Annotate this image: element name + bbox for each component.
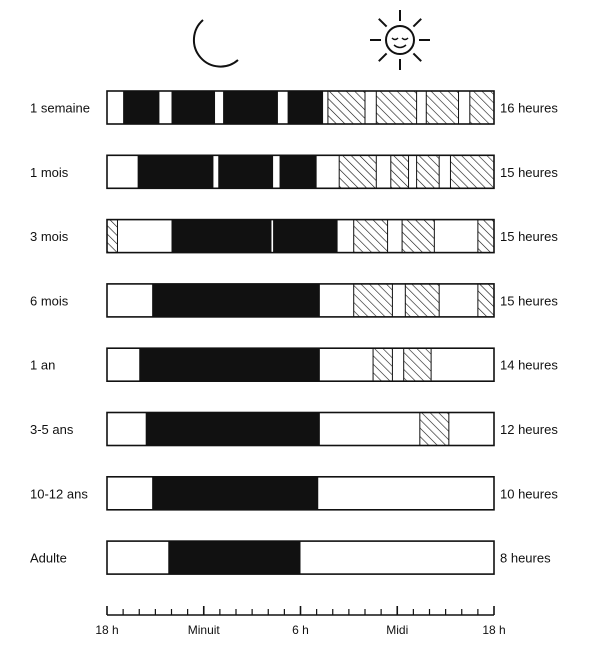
night-sleep-segment: [139, 348, 320, 381]
day-nap-segment: [470, 91, 494, 124]
night-sleep-segment: [152, 477, 318, 510]
age-row: [30, 91, 558, 124]
night-sleep-segment: [288, 91, 323, 124]
row-label: Adulte: [30, 550, 67, 566]
day-nap-segment: [426, 91, 458, 124]
day-nap-segment: [405, 284, 439, 317]
day-nap-segment: [373, 348, 392, 381]
night-sleep-segment: [172, 220, 272, 253]
row-label: 6 mois: [30, 293, 69, 309]
day-nap-segment: [417, 155, 440, 188]
night-sleep-segment: [146, 413, 320, 446]
row-label: 3 mois: [30, 229, 69, 245]
night-sleep-segment: [218, 155, 273, 188]
x-tick-label: Minuit: [187, 623, 220, 637]
age-row: [30, 284, 558, 317]
day-nap-segment: [107, 220, 117, 253]
day-nap-segment: [328, 91, 365, 124]
total-hours-label: 8 heures: [500, 550, 551, 566]
night-sleep-segment: [138, 155, 214, 188]
x-tick-label: 18 h: [95, 623, 119, 637]
total-hours-label: 16 heures: [500, 100, 558, 116]
day-nap-segment: [354, 220, 388, 253]
night-sleep-segment: [223, 91, 278, 124]
total-hours-label: 15 heures: [500, 293, 558, 309]
row-label: 1 an: [30, 357, 56, 373]
day-nap-segment: [478, 220, 494, 253]
age-row: [30, 413, 558, 446]
day-nap-segment: [478, 284, 494, 317]
day-nap-segment: [391, 155, 409, 188]
night-sleep-segment: [123, 91, 159, 124]
age-row: [30, 477, 558, 510]
x-tick-label: 6 h: [292, 623, 309, 637]
night-sleep-segment: [280, 155, 317, 188]
row-label: 10-12 ans: [30, 486, 88, 502]
age-row: [30, 155, 558, 188]
day-nap-segment: [402, 220, 434, 253]
day-nap-segment: [339, 155, 376, 188]
day-nap-segment: [420, 413, 449, 446]
row-label: 1 mois: [30, 164, 69, 180]
sun-icon: [370, 10, 430, 70]
day-nap-segment: [404, 348, 431, 381]
total-hours-label: 12 heures: [500, 422, 558, 437]
night-sleep-segment: [172, 91, 216, 124]
row-label: 1 semaine: [30, 100, 90, 116]
night-sleep-segment: [168, 541, 300, 574]
rows-layer: [30, 91, 558, 574]
day-nap-segment: [354, 284, 393, 317]
total-hours-label: 15 heures: [500, 229, 558, 245]
night-sleep-segment: [152, 284, 320, 317]
age-row: [30, 220, 558, 253]
total-hours-label: 10 heures: [500, 486, 558, 502]
x-tick-label: 18 h: [482, 623, 506, 637]
age-row: [30, 348, 558, 381]
total-hours-label: 14 heures: [500, 357, 558, 373]
time-axis: [95, 606, 505, 637]
crescent-moon-icon: [194, 20, 238, 67]
total-hours-label: 15 heures: [500, 164, 558, 180]
age-row: [30, 541, 551, 574]
day-nap-segment: [450, 155, 494, 188]
row-label: 3-5 ans: [30, 422, 74, 437]
night-sleep-segment: [273, 220, 338, 253]
x-tick-label: Midi: [386, 623, 409, 637]
day-nap-segment: [376, 91, 416, 124]
